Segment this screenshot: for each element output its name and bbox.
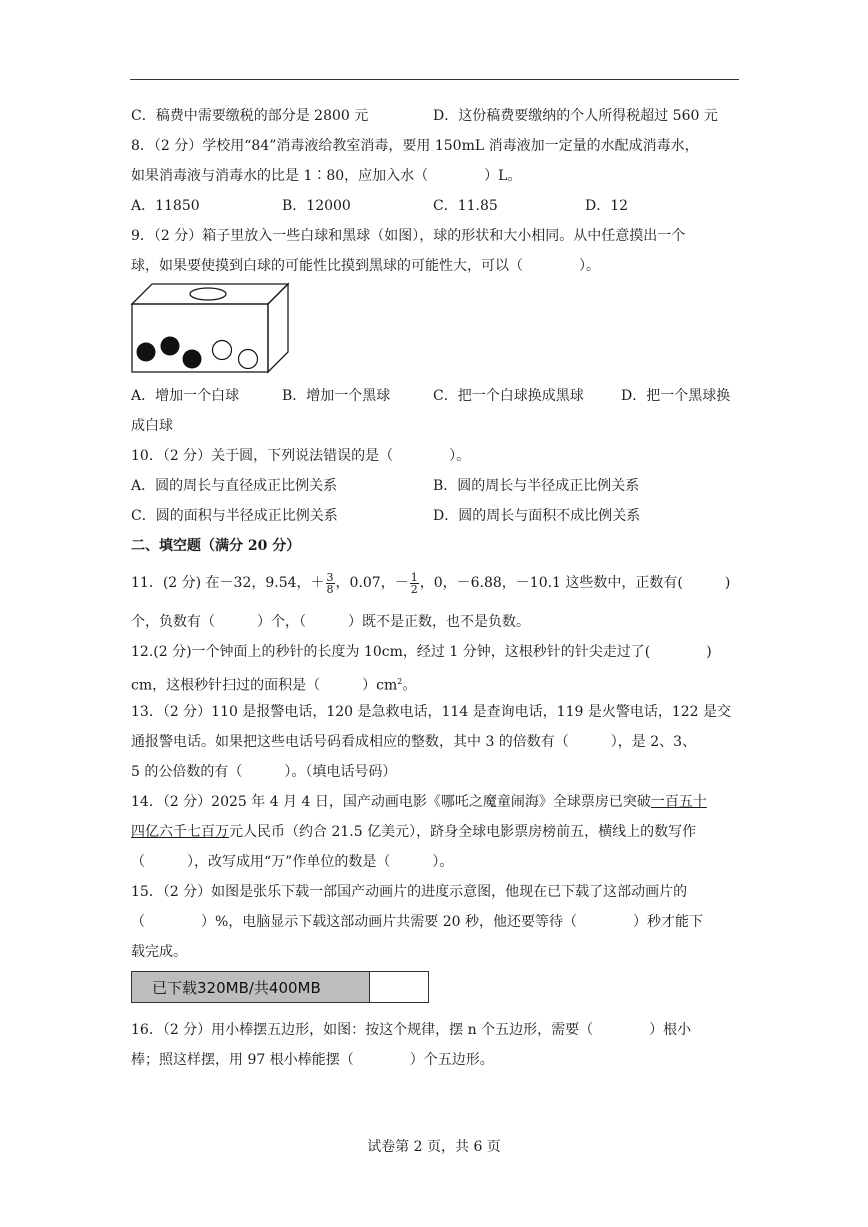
q9-option-b: B．增加一个黑球: [282, 388, 391, 404]
q13-line-3: 5 的公倍数的有（ ）。（填电话号码）: [131, 764, 397, 780]
q8-option-c: C．11.85: [433, 198, 498, 214]
q7-option-c: C．稿费中需要缴税的部分是 2800 元: [131, 108, 369, 124]
q9-option-a: A．增加一个白球: [131, 388, 240, 404]
page-footer: 试卷第 2 页，共 6 页: [367, 1139, 501, 1155]
q9-option-c: C．把一个白球换成黑球: [433, 388, 584, 404]
black-ball: [183, 350, 202, 369]
box-top: [132, 284, 288, 304]
q14-line-1-text: 14．（2 分）2025 年 4 月 4 日，国产动画电影《哪吒之魔童闹海》全球票房已突破: [131, 794, 651, 810]
box-opening: [190, 288, 226, 300]
q14-line-2-text: 元人民币（约合 21.5 亿美元），跻身全球电影票房榜前五，横线上的数写作: [229, 824, 697, 840]
q10-option-b: B．圆的周长与半径成正比例关系: [433, 478, 640, 494]
superscript-2: 2: [397, 677, 403, 686]
q11-prefix: 11．(2 分) 在－32，9.54，＋: [131, 575, 325, 591]
q14-underlined-number: 四亿六千七百万: [131, 824, 229, 840]
q14-underlined-number: 一百五十: [650, 794, 707, 810]
black-ball: [161, 337, 180, 356]
q12-line-2: [131, 672, 416, 696]
q11-line-1: [131, 568, 730, 598]
fraction-1-2: [410, 572, 419, 595]
q14-line-3: （ ），改写成用“万”作单位的数是（ ）。: [131, 854, 454, 870]
box-side: [268, 284, 288, 372]
q12-line-1: 12.(2 分)一个钟面上的秒针的长度为 10cm，经过 1 分钟，这根秒针的针尖走过了( ): [131, 644, 712, 660]
q8-line-2: 如果消毒液与消毒水的比是 1∶80，应加入水（ ）L。: [131, 168, 522, 184]
fraction-numerator: 3: [326, 570, 334, 584]
q8-option-d: D．12: [585, 198, 629, 214]
q12-line-2-text: cm，这根秒针扫过的面积是（ ）cm: [131, 677, 398, 694]
q8-option-a: A．11850: [131, 198, 200, 214]
q13-line-2: 通报警电话。如果把这些电话号码看成相应的整数，其中 3 的倍数有（ ），是 2、3、: [131, 734, 697, 750]
fraction-denominator: 8: [326, 582, 334, 596]
q9-option-d-continued: 成白球: [131, 418, 173, 434]
q8-option-b: B．12000: [282, 198, 351, 214]
q16-line-2: 棒；照这样摆，用 97 根小棒能摆（ ）个五边形。: [131, 1052, 494, 1068]
q10-option-d: D．圆的周长与面积不成比例关系: [433, 508, 641, 524]
q10-option-a: A．圆的周长与直径成正比例关系: [131, 478, 338, 494]
q10-option-c: C．圆的面积与半径成正比例关系: [131, 508, 338, 524]
ball-box-figure: [128, 282, 293, 377]
q11-suffix: ，0，－6.88，－10.1 这些数中，正数有( ): [419, 575, 731, 591]
white-ball: [239, 350, 258, 369]
q7-option-d: D．这份稿费要缴纳的个人所得税超过 560 元: [433, 108, 718, 124]
q13-line-1: 13．（2 分）110 是报警电话，120 是急救电话，114 是查询电话，119 是火警电话，122 是交: [131, 704, 732, 720]
q15-line-3: 载完成。: [131, 944, 187, 960]
q8-line-1: 8．（2 分）学校用“84”消毒液给教室消毒，要用 150mL 消毒液加一定量的水配成消毒水，: [131, 138, 699, 154]
q9-line-1: 9．（2 分）箱子里放入一些白球和黑球（如图），球的形状和大小相同。从中任意摸出一个: [131, 228, 686, 244]
section-title: 二、填空题（满分 20 分）: [131, 538, 301, 554]
q14-line-2: [131, 822, 696, 842]
q9-option-d: D．把一个黑球换: [621, 388, 731, 404]
download-progress-bar: [131, 971, 429, 1003]
q16-line-1: 16．（2 分）用小棒摆五边形，如图：按这个规律，摆 n 个五边形，需要（ ）根小: [131, 1022, 692, 1038]
q15-line-1: 15．（2 分）如图是张乐下载一部国产动画片的进度示意图，他现在已下载了这部动画片的: [131, 884, 688, 900]
fraction-denominator: 2: [410, 582, 418, 596]
white-ball: [213, 341, 232, 360]
q15-line-2: （ ）%，电脑显示下载这部动画片共需要 20 秒，他还要等待（ ）秒才能下: [131, 914, 704, 930]
q10-line-1: 10．（2 分）关于圆，下列说法错误的是（ ）。: [131, 448, 471, 464]
q14-line-1: [131, 792, 707, 812]
q11-line-2: 个，负数有（ ）个，（ ）既不是正数，也不是负数。: [131, 614, 530, 630]
q9-line-2: 球，如果要使摸到白球的可能性比摸到黑球的可能性大，可以（ ）。: [131, 258, 600, 274]
fraction-3-8: [326, 572, 335, 595]
black-ball: [137, 343, 156, 362]
q11-mid: ，0.07，－: [335, 575, 409, 591]
q12-line-2-end: 。: [402, 677, 417, 694]
header-rule: [130, 79, 739, 80]
progress-label: 已下载320MB/共400MB: [152, 979, 321, 997]
fraction-numerator: 1: [410, 570, 418, 584]
